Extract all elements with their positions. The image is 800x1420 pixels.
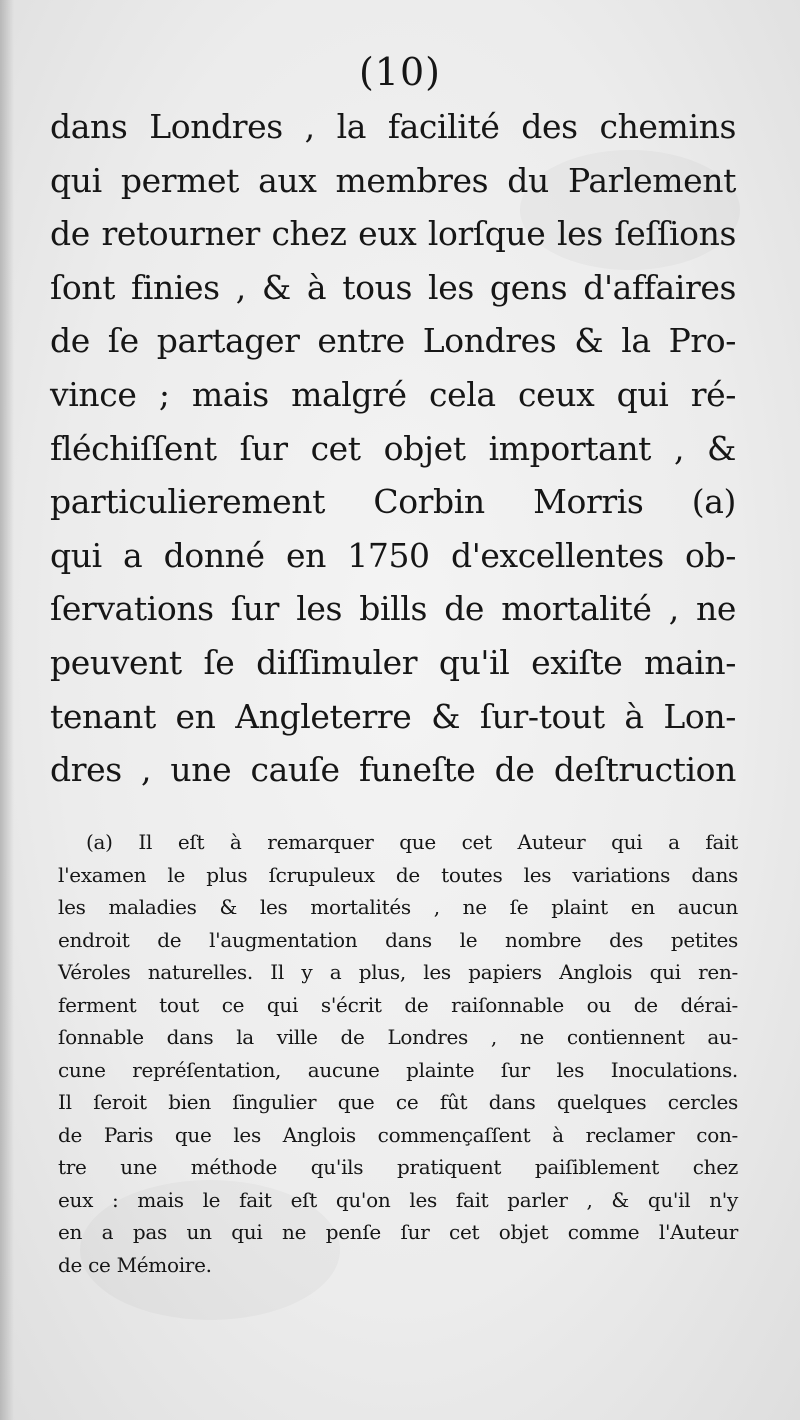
text-line: qui permet aux membres du Parlement	[50, 160, 736, 200]
footnote-line: endroit de l'augmentation dans le nombre des petites	[58, 927, 738, 952]
text-line: particulierement Corbin Morris (a)	[50, 482, 736, 522]
text-line: ſont finies , & à tous les gens d'affaires	[50, 267, 736, 307]
footnote-line: ferment tout ce qui s'écrit de raiſonnable ou de dérai-	[58, 992, 738, 1017]
text-line: qui a donné en 1750 d'excellentes ob-	[50, 535, 736, 575]
footnote-line: les maladies & les mortalités , ne ſe plaint en aucun	[58, 895, 738, 919]
footnote-line: en a pas un qui ne penſe ſur cet objet comme l'Auteur	[58, 1220, 738, 1244]
footnote-line: l'examen le plus ſcrupuleux de toutes les variations dans	[58, 862, 738, 887]
main-text-block	[50, 100, 736, 797]
text-line: vince ; mais malgré cela ceux qui ré-	[50, 374, 736, 414]
text-line: ſervations ſur les bills de mortalité , ne	[50, 589, 736, 629]
text-line: dans Londres , la facilité des chemins	[50, 107, 736, 146]
text-line: dres , une cauſe funeſte de deſtruction	[50, 750, 736, 790]
footnote-line: ſonnable dans la ville de Londres , ne contiennent au-	[58, 1025, 738, 1049]
text-line: tenant en Angleterre & ſur-tout à Lon-	[50, 696, 736, 736]
text-line: de ſe partager entre Londres & la Pro-	[50, 321, 736, 361]
footnote-line: (a) Il eſt à remarquer que cet Auteur qui a fait	[86, 830, 738, 854]
text-line: peuvent ſe diſſimuler qu'il exiſte main-	[50, 642, 736, 682]
footnote-line: Véroles naturelles. Il y a plus, les papiers Anglois qui ren-	[58, 960, 738, 984]
page-number: (10)	[358, 50, 441, 94]
footnote-line: tre une méthode qu'ils pratiquent paiſiblement chez	[58, 1155, 738, 1179]
footnote-line: de ce Mémoire.	[58, 1252, 212, 1277]
footnote-line: cune repréſentation, aucune plainte ſur les Inoculations.	[58, 1057, 738, 1082]
text-line: fléchiſſent ſur cet objet important , &	[50, 428, 736, 468]
footnote-block	[58, 826, 738, 1281]
footnote-line: eux : mais le fait eſt qu'on les fait parler , & qu'il n'y	[58, 1187, 738, 1212]
page-edge-shadow	[0, 0, 14, 1420]
footnote-line: Il ſeroit bien ſingulier que ce fût dans quelques cercles	[58, 1090, 738, 1114]
footnote-line: de Paris que les Anglois commençaſſent à reclamer con-	[58, 1122, 738, 1147]
text-line: de retourner chez eux lorſque les ſeſſions	[50, 214, 736, 254]
